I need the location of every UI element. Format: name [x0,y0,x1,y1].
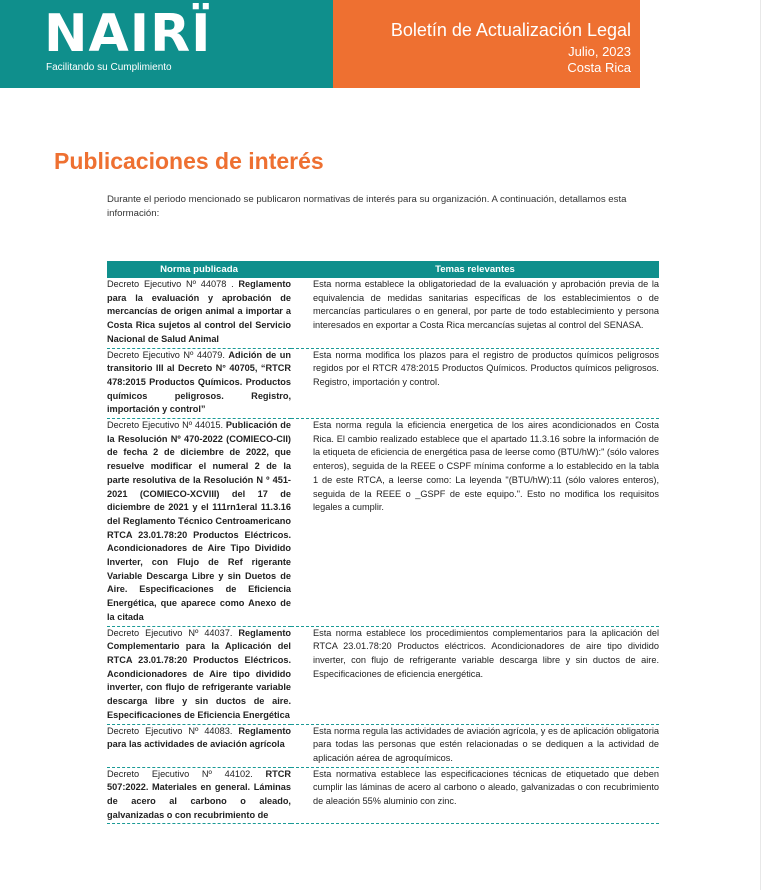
tema-cell: Esta norma regula la eficiencia energetica de los aires acondicionados en Costa Rica. El cambio realizado establece que el apartado 11.3.16 sobre la información de la etiqueta de eficiencia de energética pasa de leerse como (BTU/hW):" (sólo valores enteros), seguida de la REEE o CSPF mínima conforme a lo establecido en la tabla 1 de este RTCA, a leerse como: La leyenda "(BTU/hW):11 (sólo valores enteros), seguida de la REEE o _GSPF de este equipo.". Esto no modifica los requisitos legales a cumplir. [291,419,659,627]
intro-paragraph: Durante el periodo mencionado se publicaron normativas de interés para su organización. A continuación, detallamos esta información: [107,194,627,219]
table-header-row [107,261,659,278]
norma-title: RTCR 507:2022. Materiales en general. Láminas de acero al carbono o aleado, galvanizadas o con recubrimiento de [107,768,291,820]
norma-prefix: Decreto Ejecutivo Nº 44078 . [107,279,239,289]
table-row [107,767,659,824]
logo-tagline: Facilitando su Cumplimiento [46,62,172,73]
norma-cell [107,419,291,627]
tema-cell: Esta norma modifica los plazos para el registro de productos químicos peligrosos regidos por el RTCR 478:2015 Productos Químicos. Productos químicos peligrosos. Registro, importación y control. [291,348,659,419]
tema-cell: Esta normativa establece las especificaciones técnicas de etiquetado que deben cumplir las láminas de acero al carbono o aleado, galvanizadas o con recubrimiento de aleación 55% aluminio con zinc. [291,767,659,824]
column-header-norma: Norma publicada [107,261,291,278]
norma-prefix: Decreto Ejecutivo Nº 44015. [107,420,226,431]
norma-cell [107,767,291,824]
table-row [107,419,659,627]
norma-prefix: Decreto Ejecutivo Nº 44083. [107,725,239,736]
bulletin-country: Costa Rica [567,60,631,75]
norms-table [107,261,659,824]
page-edge-divider [760,0,761,890]
table-row [107,626,659,724]
bulletin-date: Julio, 2023 [568,44,631,59]
norma-title: Publicación de la Resolución Nº 470-2022 (COMIECO-CII) de fecha 2 de diciembre de 2022, que resuelve modificar el numeral 2 de la parte resolutiva de la Resolución N º 451-2021 (COMIECO-XCVIII) del 17 de diciembre de 2021 y el 111rn1eral 11.3.16 del Reglamento Técnico Centroamericano RTCA 23.01.78:20 Productos Eléctricos. Acondicionadores de Aire Tipo Dividido Inverter, con Flujo de Ref rigerante Variable Descarga Libre y sin Duetos de Aire. Especificaciones de Eficiencia Energética, que aparece como Anexo de la citada [107,420,291,622]
header-brand-band [0,0,333,88]
norma-title: Reglamento para las actividades de aviación agrícola [107,725,291,750]
norma-title: Adición de un transitorio III al Decreto N° 40705, “RTCR 478:2015 Productos Químicos. Productos químicos peligrosos. Registro, importación y control” [107,349,291,415]
table-row [107,278,659,348]
column-header-temas: Temas relevantes [291,261,659,278]
norma-title: Reglamento Complementario para la Aplicación del RTCA 23.01.78:20 Productos Eléctricos. Acondicionadores de Aire tipo dividido inverter, con flujo de refrigerante variable descarga libre y sin ductos de aire. Especificaciones de Eficiencia Energética [107,627,291,720]
norma-title: Reglamento para la evaluación y aprobación de mercancías de origen animal a importar a Costa Rica sujetos al control del Servicio Nacional de Salud Animal [107,279,291,344]
header-title-band [333,0,640,88]
bulletin-title: Boletín de Actualización Legal [390,20,631,40]
nairi-logo: NAIRÏ [44,4,212,64]
norma-cell [107,348,291,419]
table-row [107,724,659,767]
section-title: Publicaciones de interés [54,148,324,174]
norma-cell [107,626,291,724]
tema-cell: Esta norma establece los procedimientos complementarios para la aplicación del RTCA 23.01.78:20 Productos eléctricos. Acondicionadores de aire tipo dividido inverter, con flujo de refrigerante variable descarga libre y sin ductos de aire. Especificaciones de eficiencia energética. [291,626,659,724]
tema-cell: Esta norma establece la obligatoriedad de la evaluación y aprobación previa de la equivalencia de medidas sanitarias específicas de los establecimientos o de mercancías particulares o en general, por parte de todo establecimiento y persona interesados en exportar a Costa Rica mercancías sujetas al control del SENASA. [291,278,659,348]
norma-cell [107,724,291,767]
table-row [107,348,659,419]
norma-cell [107,278,291,348]
norma-prefix: Decreto Ejecutivo Nº 44037. [107,627,239,638]
norma-prefix: Decreto Ejecutivo Nº 44102. [107,768,266,779]
tema-cell: Esta norma regula las actividades de aviación agrícola, y es de aplicación obligatoria para todas las personas que estén relacionadas o se dediquen a la actividad de aplicación aérea de agroquímicos. [291,724,659,767]
norma-prefix: Decreto Ejecutivo Nº 44079. [107,349,229,360]
